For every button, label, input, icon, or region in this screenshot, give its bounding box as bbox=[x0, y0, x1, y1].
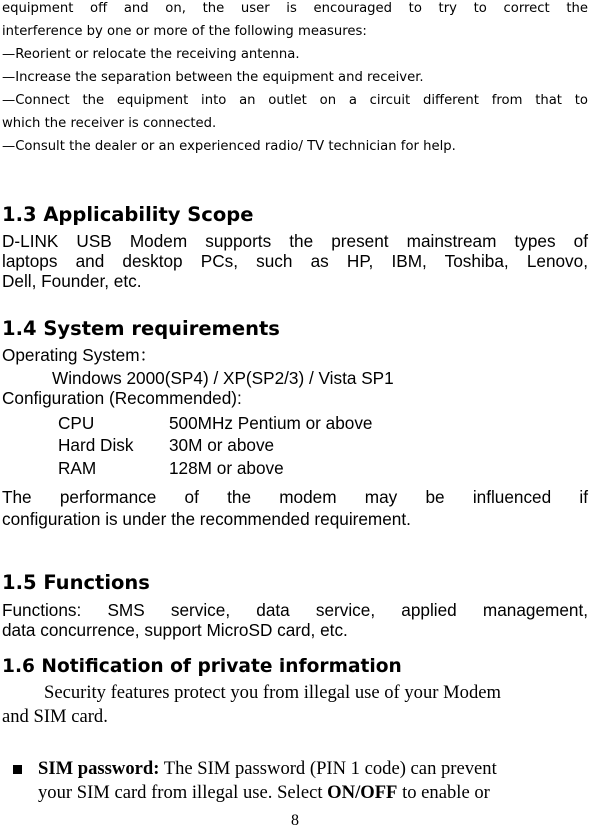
config-row-value: 500MHz Pentium or above bbox=[169, 413, 373, 433]
applicability-paragraph bbox=[2, 231, 588, 291]
fcc-measures-block bbox=[2, 0, 588, 158]
config-row-name: Hard Disk bbox=[58, 435, 134, 455]
notification-paragraph bbox=[2, 681, 588, 729]
on-off-keyword: ON/OFF bbox=[327, 782, 398, 803]
intro-line: interference by one or more of the following measures: bbox=[2, 24, 367, 39]
intro-line: equipment off and on, the user is encouraged to try to correct the bbox=[2, 1, 588, 16]
paragraph-line: and SIM card. bbox=[2, 706, 108, 727]
config-row-value: 30M or above bbox=[169, 435, 275, 455]
config-label: Configuration (Recommended): bbox=[2, 388, 242, 408]
paragraph-line: configuration is under the recommended requirement. bbox=[2, 509, 411, 529]
section-heading-notification: 1.6 Notification of private information bbox=[2, 656, 402, 677]
sim-password-text: to enable or bbox=[397, 782, 490, 803]
os-label: Operating System： bbox=[2, 345, 157, 365]
paragraph-line bbox=[38, 757, 588, 781]
section-heading-functions: 1.5 Functions bbox=[2, 571, 150, 594]
section-heading-requirements: 1.4 System requirements bbox=[2, 317, 280, 340]
requirements-note bbox=[2, 487, 588, 529]
bullet-square-icon bbox=[13, 765, 22, 774]
paragraph-line: The performance of the modem may be influenced if bbox=[2, 487, 588, 507]
paragraph-line: Security features protect you from illegal use of your Modem bbox=[44, 682, 501, 703]
paragraph-line: laptops and desktop PCs, such as HP, IBM, Toshiba, Lenovo, bbox=[2, 251, 588, 271]
page-number: 8 bbox=[291, 812, 299, 829]
measure-item: —Connect the equipment into an outlet on a circuit different from that to bbox=[2, 93, 588, 108]
sim-password-item bbox=[38, 757, 588, 805]
section-heading-applicability: 1.3 Applicability Scope bbox=[2, 203, 254, 226]
measure-item: —Increase the separation between the equipment and receiver. bbox=[2, 70, 424, 85]
config-row-value: 128M or above bbox=[169, 458, 284, 478]
config-row-name: RAM bbox=[58, 458, 97, 478]
measure-item: —Reorient or relocate the receiving antenna. bbox=[2, 47, 300, 62]
paragraph-line: D-LINK USB Modem supports the present mainstream types of bbox=[2, 231, 588, 251]
paragraph-line bbox=[38, 781, 588, 805]
functions-paragraph bbox=[2, 600, 588, 640]
os-value: Windows 2000(SP4) / XP(SP2/3) / Vista SP1 bbox=[52, 368, 394, 388]
measure-item: which the receiver is connected. bbox=[2, 116, 217, 131]
measure-item: —Consult the dealer or an experienced radio/ TV technician for help. bbox=[2, 139, 456, 154]
paragraph-line: Dell, Founder, etc. bbox=[2, 271, 142, 291]
sim-password-text: The SIM password (PIN 1 code) can prevent bbox=[159, 758, 497, 779]
sim-password-text: your SIM card from illegal use. Select bbox=[38, 782, 328, 803]
paragraph-line: Functions: SMS service, data service, applied management, bbox=[2, 600, 588, 620]
paragraph-line: data concurrence, support MicroSD card, etc. bbox=[2, 620, 348, 640]
sim-password-label: SIM password: bbox=[38, 758, 160, 779]
config-row-name: CPU bbox=[58, 413, 95, 433]
